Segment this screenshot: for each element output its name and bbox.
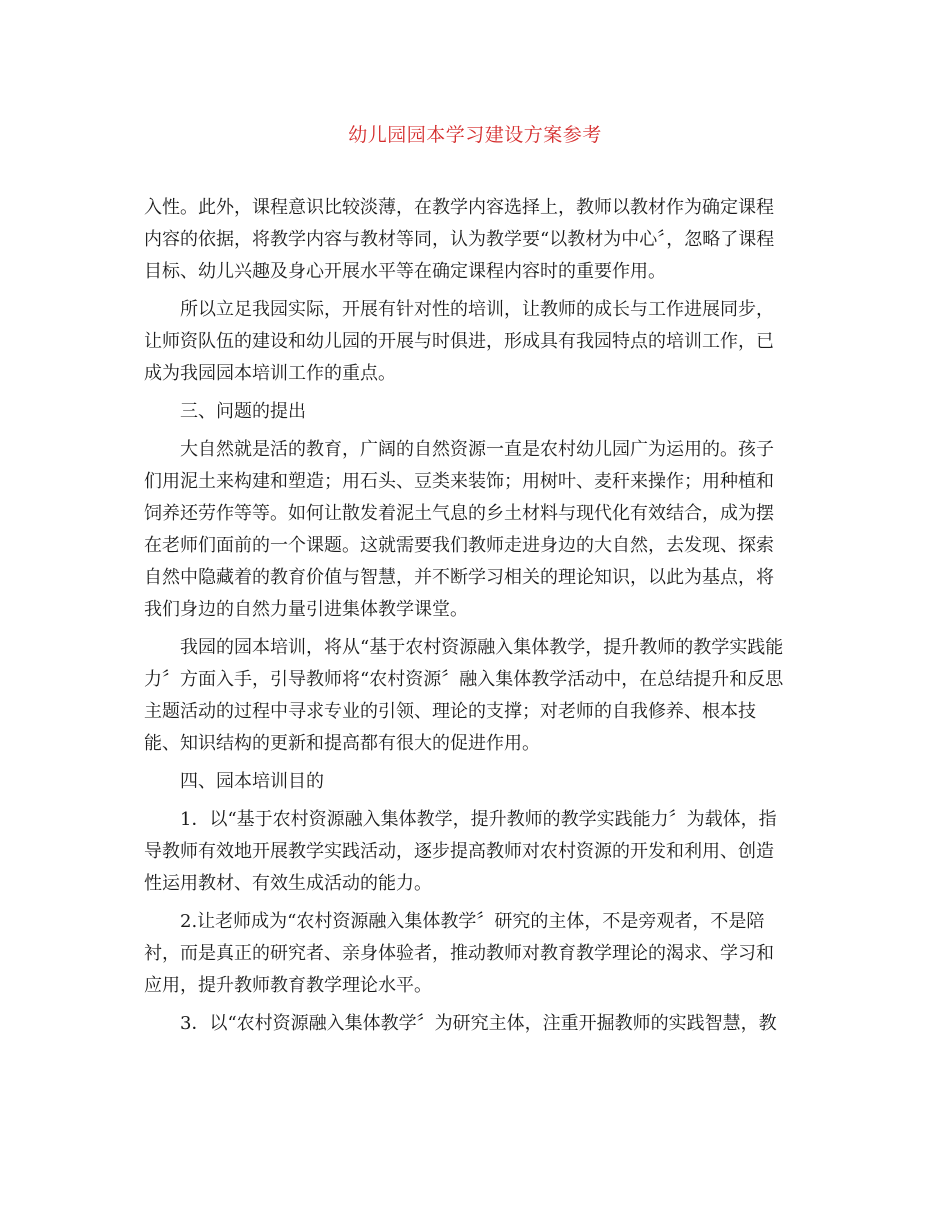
document-body [144, 192, 814, 1040]
list-item-line: 2.让老师成为“农村资源融入集体教学〞研究的主体，不是旁观者，不是陪 [180, 911, 765, 932]
section-heading: 四、园本培训目的 [180, 771, 324, 792]
text-line: 主题活动的过程中寻求专业的引领、理论的支撑；对老师的自我修养、根本技 [144, 701, 756, 722]
text-line: 目标、幼儿兴趣及身心开展水平等在确定课程内容时的重要作用。 [144, 261, 666, 282]
text-line: 大自然就是活的教育，广阔的自然资源一直是农村幼儿园广为运用的。孩子 [180, 439, 774, 460]
text-line: 饲养还劳作等等。如何让散发着泥土气息的乡土材料与现代化有效结合，成为摆 [144, 503, 774, 524]
list-item-line: 应用，提升教师教育教学理论水平。 [144, 975, 432, 996]
text-line: 内容的依据，将教学内容与教材等同，认为教学要“以教材为中心〞，忽略了课程 [144, 229, 775, 250]
text-line: 在老师们面前的一个课题。这就需要我们教师走进身边的大自然，去发现、探索 [144, 535, 774, 556]
text-line: 让师资队伍的建设和幼儿园的开展与时俱进，形成具有我园特点的培训工作，已 [144, 331, 774, 352]
text-line: 所以立足我园实际，开展有针对性的培训，让教师的成长与工作进展同步， [180, 299, 774, 320]
list-item-line: 3．以“农村资源融入集体教学〞为研究主体，注重开掘教师的实践智慧，教 [180, 1013, 777, 1034]
list-item-line: 导教师有效地开展教学实践活动，逐步提高教师对农村资源的开发和利用、创造 [144, 841, 774, 862]
text-line: 们用泥土来构建和塑造；用石头、豆类来装饰；用树叶、麦秆来操作；用种植和 [144, 471, 774, 492]
text-line: 我园的园本培训，将从“基于农村资源融入集体教学，提升教师的教学实践能 [180, 637, 784, 658]
text-line: 能、知识结构的更新和提高都有很大的促进作用。 [144, 733, 540, 754]
text-line: 力〞方面入手，引导教师将“农村资源〞融入集体教学活动中，在总结提升和反思 [144, 669, 784, 690]
section-heading: 三、问题的提出 [180, 401, 306, 422]
list-item-line: 1．以“基于农村资源融入集体教学，提升教师的教学实践能力〞为载体，指 [180, 809, 777, 830]
text-line: 自然中隐藏着的教育价值与智慧，并不断学习相关的理论知识，以此为基点，将 [144, 567, 774, 588]
text-line: 我们身边的自然力量引进集体教学课堂。 [144, 599, 468, 620]
document-title: 幼儿园园本学习建设方案参考 [348, 124, 602, 146]
list-item-line: 性运用教材、有效生成活动的能力。 [144, 873, 432, 894]
text-line: 成为我园园本培训工作的重点。 [144, 363, 396, 384]
text-line: 入性。此外，课程意识比较淡薄，在教学内容选择上，教师以教材作为确定课程 [144, 197, 774, 218]
list-item-line: 衬，而是真正的研究者、亲身体验者，推动教师对教育教学理论的渴求、学习和 [144, 943, 774, 964]
